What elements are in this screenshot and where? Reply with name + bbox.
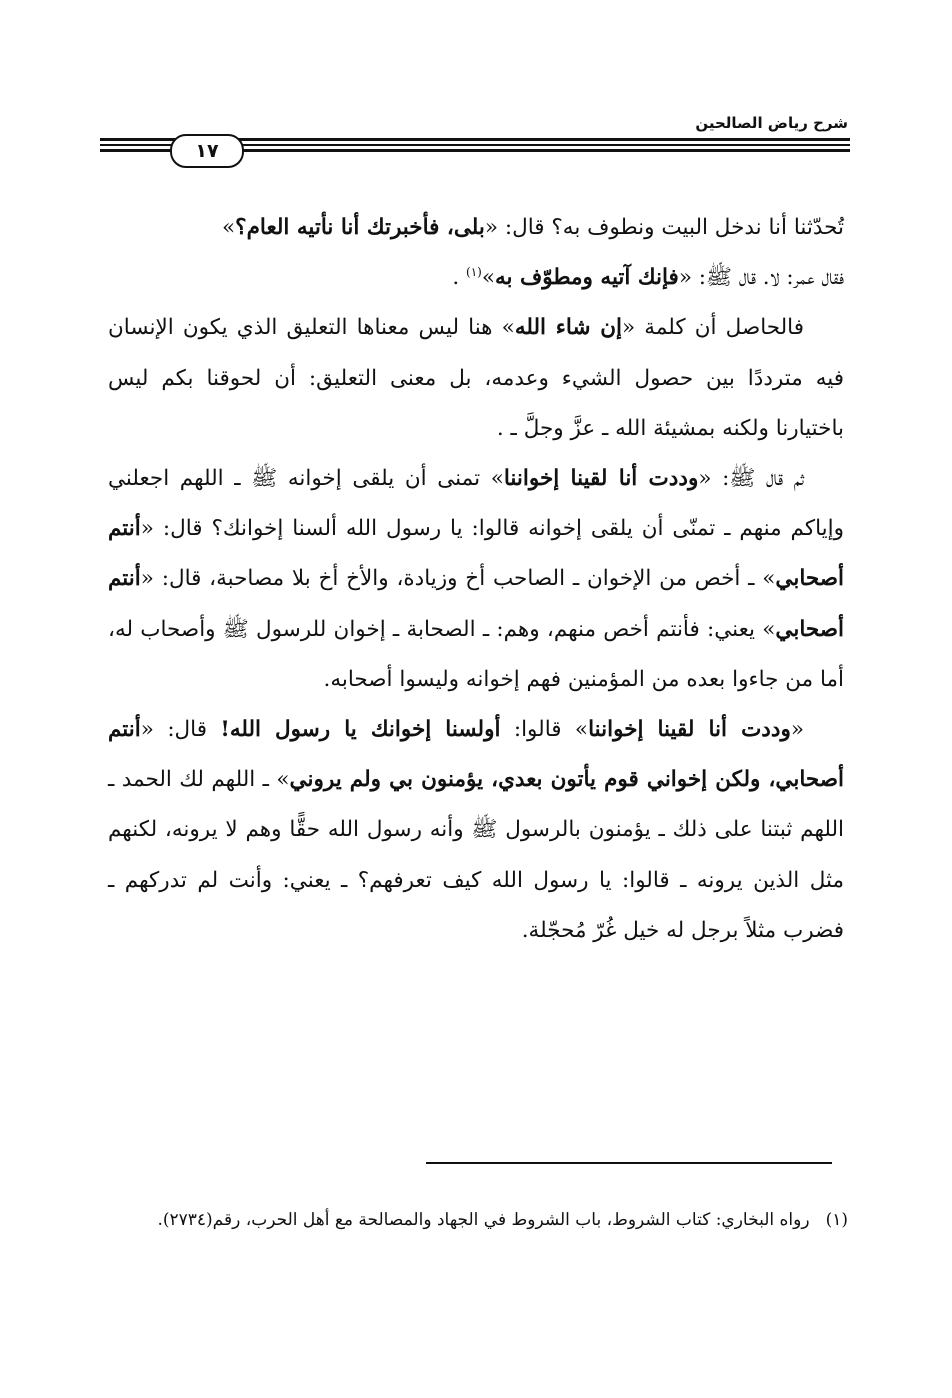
hadith-quote: أنتم أصحابي، ولكن إخواني قوم يأتون بعدي، يؤمنون بي ولم يروني xyxy=(108,717,844,793)
footnote-number: (١) xyxy=(825,1210,848,1230)
footnote xyxy=(108,1203,848,1237)
text-run: فقال عمر: لا. قال ﷺ: « xyxy=(678,265,844,291)
hadith-quote: أولسنا إخوانك يا رسول الله! xyxy=(220,717,501,743)
hadith-quote: أنتم أصحابي xyxy=(108,516,844,592)
footnote-text: رواه البخاري: كتاب الشروط، باب الشروط في الجهاد والمصالحة مع أهل الحرب، رقم(٢٧٣٤). xyxy=(157,1210,810,1230)
text-run: فالحاصل أن كلمة « xyxy=(622,315,805,341)
hadith-quote: وددت أنا لقينا إخواننا xyxy=(588,717,791,743)
paragraph-1 xyxy=(108,203,844,303)
hadith-quote: فإنك آتيه ومطوّف به xyxy=(495,265,679,291)
text-run: ثم قال ﷺ: « xyxy=(698,466,805,492)
text-run: » ـ اللهم لك الحمد ـ اللهم ثبتنا على ذلك ـ يؤمنون بالرسول ﷺ وأنه رسول الله حقًّا وهم لا يرونه، لكنهم مثل الذين يرونه ـ قالوا: يا رسول الله كيف تعرفهم؟ ـ يعني: وأنت لم تدركهم ـ فضرب مثلاً برجل له خيل غُرّ مُحجّلة. xyxy=(108,767,844,943)
hadith-quote: أنتم أصحابي xyxy=(108,566,844,642)
footnote-reference: (١) xyxy=(466,265,482,280)
page-header xyxy=(100,112,850,162)
text-run: تُحدّثنا أنا ندخل البيت ونطوف به؟ قال: « xyxy=(484,215,844,240)
text-run: » xyxy=(222,215,236,240)
page-number-badge xyxy=(170,134,244,168)
page-number: ١٧ xyxy=(195,140,219,162)
hadith-quote: وددت أنا لقينا إخواننا xyxy=(503,466,699,492)
body-text xyxy=(108,203,844,956)
text-run: » ـ أخص من الإخوان ـ الصاحب أخ وزيادة، والأخ أخ بلا مصاحبة، قال: « xyxy=(140,566,776,592)
text-run: » يعني: فأنتم أخص منهم، وهم: ـ الصحابة ـ إخوان للرسول ﷺ وأصحاب له، أما من جاءوا بعده من المؤمنين فهم إخوانه وليسوا أصحابه. xyxy=(108,616,844,692)
text-run: . xyxy=(452,265,467,291)
paragraph-4 xyxy=(108,705,844,956)
text-run: » قالوا: xyxy=(500,717,589,743)
text-run: » تمنى أن يلقى إخوانه ﷺ ـ اللهم اجعلني وإياكم منهم ـ تمنّى أن يلقى إخوانه قالوا: يا رسول الله ألسنا إخوانك؟ قال: « xyxy=(108,466,844,542)
text-run: « xyxy=(790,717,804,743)
text-run: » هنا ليس معناها التعليق الذي يكون الإنسان فيه مترددًا بين حصول الشيء وعدمه، بل معنى التعليق: أن لحوقنا بكم ليس باختيارنا ولكنه بمشيئة الله ـ عزَّ وجلَّ ـ . xyxy=(108,315,844,441)
book-title: شرح رياض الصالحين xyxy=(695,114,848,132)
paragraph-3 xyxy=(108,454,844,705)
text-run: » xyxy=(481,265,495,291)
text-run: قال: « xyxy=(140,717,221,743)
paragraph-2 xyxy=(108,303,844,454)
footnote-separator xyxy=(426,1162,832,1164)
hadith-quote: إن شاء الله xyxy=(514,315,623,341)
hadith-quote: بلى، فأخبرتك أنا نأتيه العام؟ xyxy=(235,215,485,240)
